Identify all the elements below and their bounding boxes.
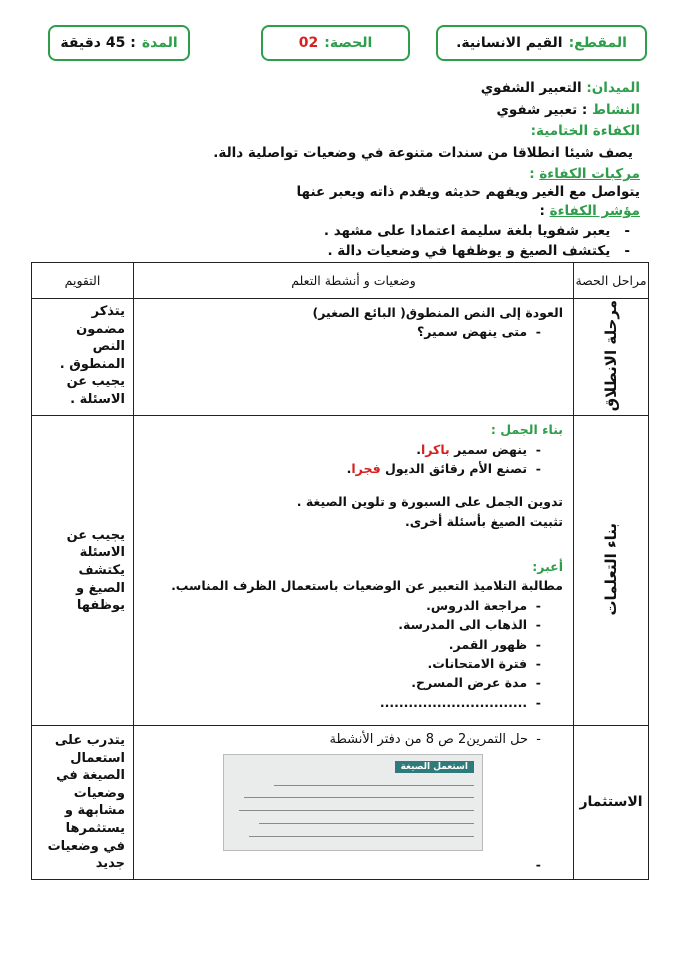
header-activities: وضعيات و أنشطة التعلم <box>134 263 574 299</box>
list-item: - ............................... <box>379 694 541 710</box>
table-row <box>32 416 649 726</box>
image-header: استعمل الصيغة <box>395 761 474 773</box>
stage-launch: مرحلة الانطلاق <box>602 300 620 412</box>
indicator-item: - يعبر شفويا بلغة سليمة اعتمادا على مشهد . <box>323 223 630 239</box>
sentence-2: - تصنع الأم رقائق الديول فجرا. <box>346 460 541 476</box>
header-evaluation: التقويم <box>32 263 134 299</box>
eval-build: يجيب عن الاسئلة يكتشف الصيغ و يوظفها <box>32 416 134 726</box>
stage-build: بناء التعلمات <box>602 522 620 616</box>
list-item: - الذهاب الى المدرسة. <box>398 617 541 633</box>
final-competence-line <box>531 123 640 139</box>
final-competence-label: الكفاءة الختامية: <box>530 123 640 139</box>
lesson-table <box>31 262 649 880</box>
express-title: أعبر: <box>532 559 563 575</box>
lesson-label: الحصة: <box>324 35 373 51</box>
note-1: تدوين الجمل على السبورة و تلوين الصيغة . <box>296 494 563 510</box>
section-label: المقطع: <box>568 35 627 51</box>
duration-label: المدة <box>141 35 178 51</box>
eval-investment: يتدرب على استعمال الصيغة في وضعيات مشابهة و يستثمرها في وضعيات جديد <box>32 726 134 880</box>
express-text: مطالبة التلاميذ التعبير عن الوضعيات باستعمال الظرف المناسب. <box>171 578 563 594</box>
list-item: - فترة الامتحانات. <box>427 655 541 671</box>
duration-value: : 45 دقيقة <box>60 35 136 51</box>
table-row <box>32 299 649 416</box>
indicator-suffix: : <box>539 203 545 219</box>
investment-task: - حل التمرين2 ص 8 من دفتر الأنشطة <box>329 732 541 748</box>
lesson-box <box>261 25 410 61</box>
eval-launch: يتذكر مضمون النص المنطوق . يجيب عن الاسئلة . <box>32 299 134 416</box>
duration-box <box>48 25 190 61</box>
section-box <box>436 25 647 61</box>
list-item: - مراجعة الدروس. <box>426 597 541 613</box>
indicator-line <box>539 203 640 219</box>
indicator-label: مؤشر الكفاءة <box>549 203 640 219</box>
workbook-exercise-image <box>223 754 483 851</box>
stage-investment: الاستثمار <box>579 794 643 811</box>
field-label: الميدان: <box>586 80 640 96</box>
note-2: تثبيت الصيغ بأسئلة أخرى. <box>405 513 563 529</box>
indicator-item: - يكتشف الصيغ و يوظفها في وضعيات دالة . <box>327 243 630 259</box>
components-line <box>529 166 640 182</box>
header-stages: مراحل الحصة <box>574 263 649 299</box>
field-line <box>481 80 640 96</box>
build-title: بناء الجمل : <box>490 422 563 438</box>
final-competence-text: يصف شيئا انطلاقا من سندات متنوعة في وضعيات تواصلية دالة. <box>213 145 633 161</box>
activity-label: النشاط <box>591 102 640 118</box>
table-header-row <box>32 263 649 299</box>
components-label: مركبات الكفاءة <box>539 166 640 182</box>
table-row: الاستثمار - حل التمرين2 ص 8 من دفتر الأنشطة استعمل الصيغة - يتدرب على استعمال الصيغة في وضعيات مشابهة و يستثمرها في وضعيات جديد <box>32 726 649 880</box>
list-item: - مدة عرض المسرح. <box>411 675 541 691</box>
launch-question: - متى ينهض سمير؟ <box>416 324 541 340</box>
lesson-value: 02 <box>298 35 319 51</box>
components-suffix: : <box>529 166 535 182</box>
launch-line: العودة إلى النص المنطوق( البائع الصغير) <box>312 305 563 320</box>
field-value: التعبير الشفوي <box>480 80 582 96</box>
activity-line <box>497 102 641 118</box>
list-item: - ظهور القمر. <box>448 636 541 652</box>
activity-value: : تعبير شفوي <box>496 102 588 118</box>
section-value: القيم الانسانية. <box>456 35 563 51</box>
sentence-1: - ينهض سمير باكرا. <box>416 441 541 457</box>
components-text: يتواصل مع الغير ويفهم حديثه ويقدم ذاته ويعبر عنها <box>296 184 640 200</box>
